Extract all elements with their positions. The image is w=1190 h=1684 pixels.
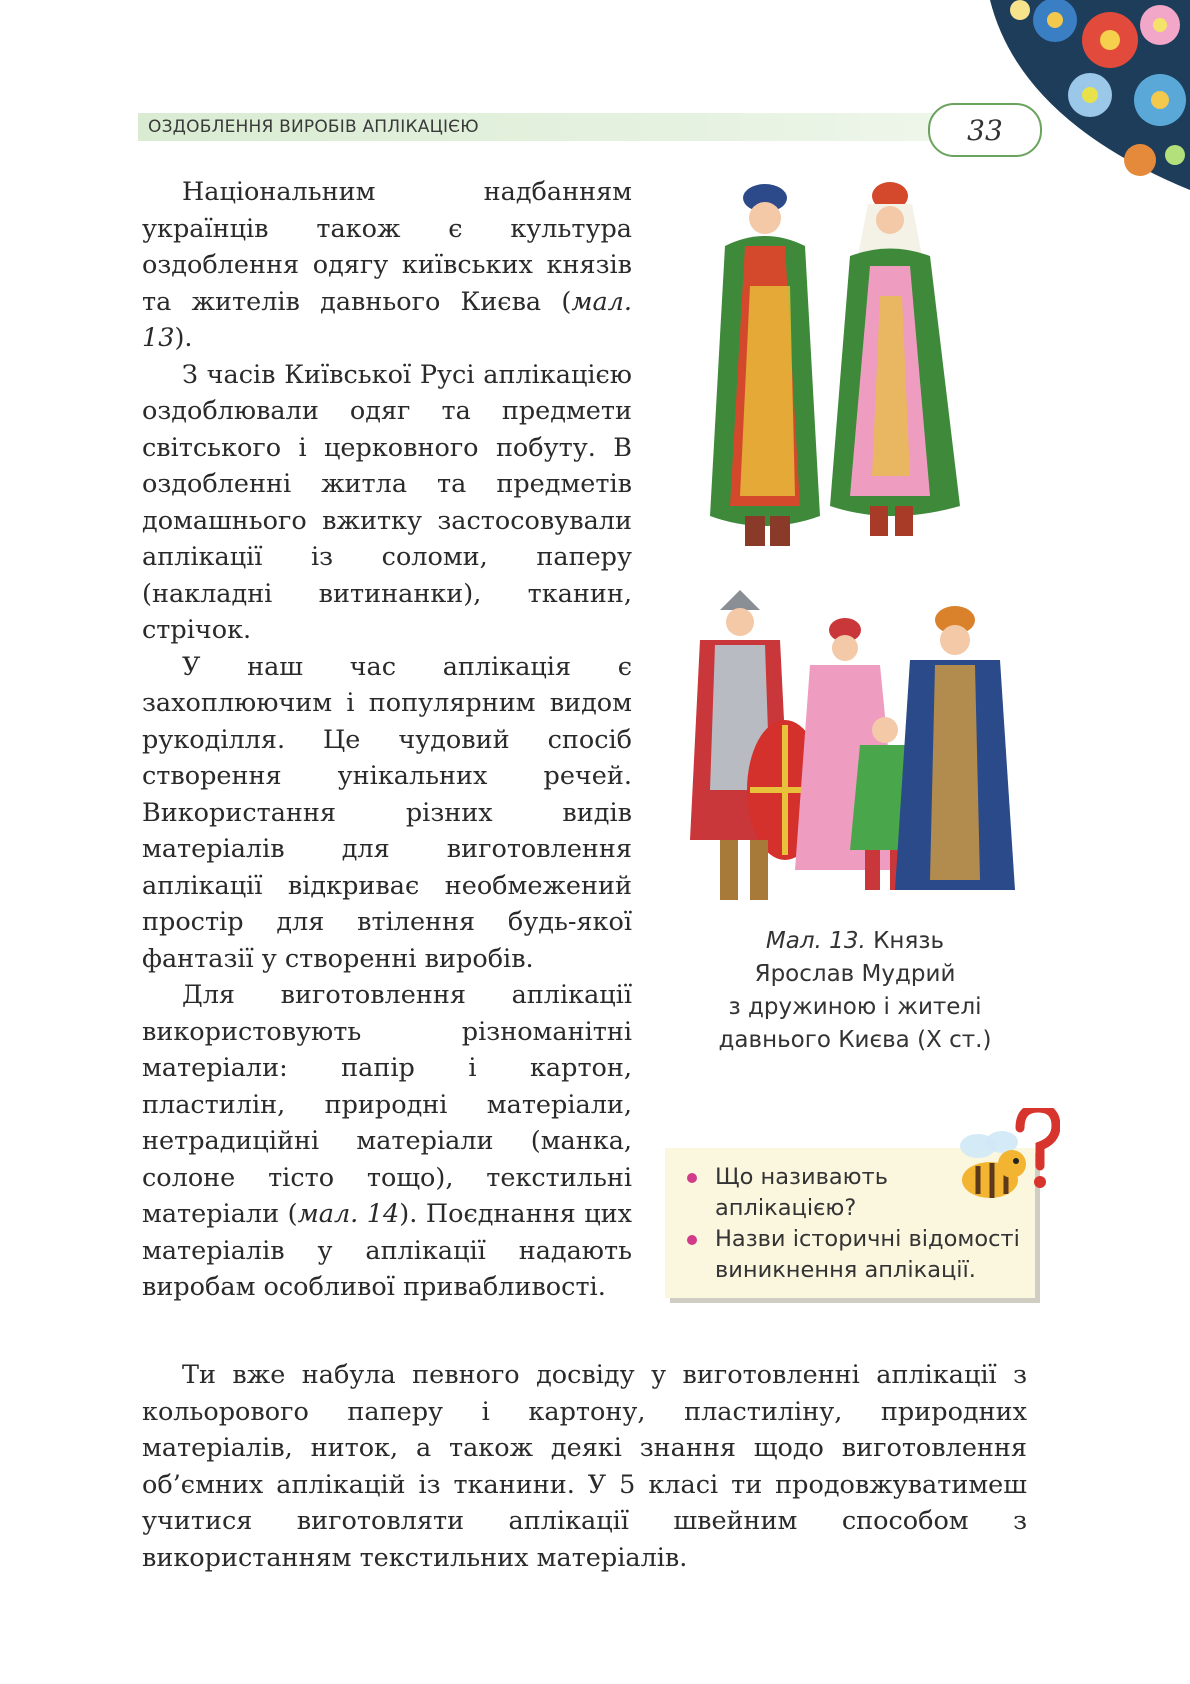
full-width-text xyxy=(142,1357,1027,1576)
question-item: Що називають аплікацією? xyxy=(687,1162,1025,1224)
caption-line: з дружиною і жителі xyxy=(728,994,982,1020)
page-number: 33 xyxy=(928,103,1042,157)
figure-ref: мал. 13 xyxy=(142,286,632,353)
figure-caption xyxy=(680,925,1030,1057)
caption-line: Мал. 13. Князь xyxy=(765,928,945,954)
bee-question-icon xyxy=(950,1108,1060,1218)
paragraph-2: З часів Київської Русі аплікацією оздоблювали одяг та предмети світського і церковного побуту. В оздобленні житла та предметів домашнього вжитку застосовували аплікації із соломи, паперу (накладні витинанки), тканин, стрічок. xyxy=(142,359,632,645)
caption-figure-ref: Мал. 13. xyxy=(765,928,866,954)
bullet-icon xyxy=(687,1235,697,1245)
question-item: Назви історичні відомості виникнення аплікації. xyxy=(687,1224,1025,1286)
caption-line: давнього Києва (Х ст.) xyxy=(718,1027,992,1053)
caption-line: Ярослав Мудрий xyxy=(754,961,956,987)
illustration-prince-couple xyxy=(690,176,1000,576)
illustration-kyiv-residents xyxy=(680,590,1020,920)
bullet-icon xyxy=(687,1173,697,1183)
section-title: ОЗДОБЛЕННЯ ВИРОБІВ АПЛІКАЦІЄЮ xyxy=(148,117,479,137)
floral-ornament-icon xyxy=(960,0,1190,200)
paragraph-5: Ти вже набула певного досвіду у виготовленні аплікації з кольорового паперу і картону, пластиліну, природних матеріалів, ниток, а також деякі знання щодо виготовлення об’ємних аплікацій із тканини. У 5 класі ти продовжуватимеш учитися виготовляти аплікації швейним способом з використанням текстильних матеріалів. xyxy=(142,1360,1027,1573)
figure-ref: мал. 14 xyxy=(297,1199,400,1229)
paragraph-3: У наш час аплікація є захоплюючим і популярним видом рукоділля. Це чудовий спосіб створення унікальних речей. Використання різних видів матеріалів для виготовлення аплікації відкриває необмежений простір для втілення будь-якої фантазії у створенні виробів. xyxy=(142,651,632,974)
main-text-column xyxy=(142,174,632,1306)
paragraph-1: Національним надбанням українців також є культура оздоблення одягу київських князів та жителів давнього Києва (мал. 13). xyxy=(142,177,632,353)
paragraph-4: Для виготовлення аплікації використовують різноманітні матеріали: папір і картон, пластилін, природні матеріали, нетрадиційні матеріали (манка, солоне тісто тощо), текстильні матеріали (мал. 14). Поєднання цих матеріалів у аплікації надають виробам особливої привабливості. xyxy=(142,980,632,1302)
